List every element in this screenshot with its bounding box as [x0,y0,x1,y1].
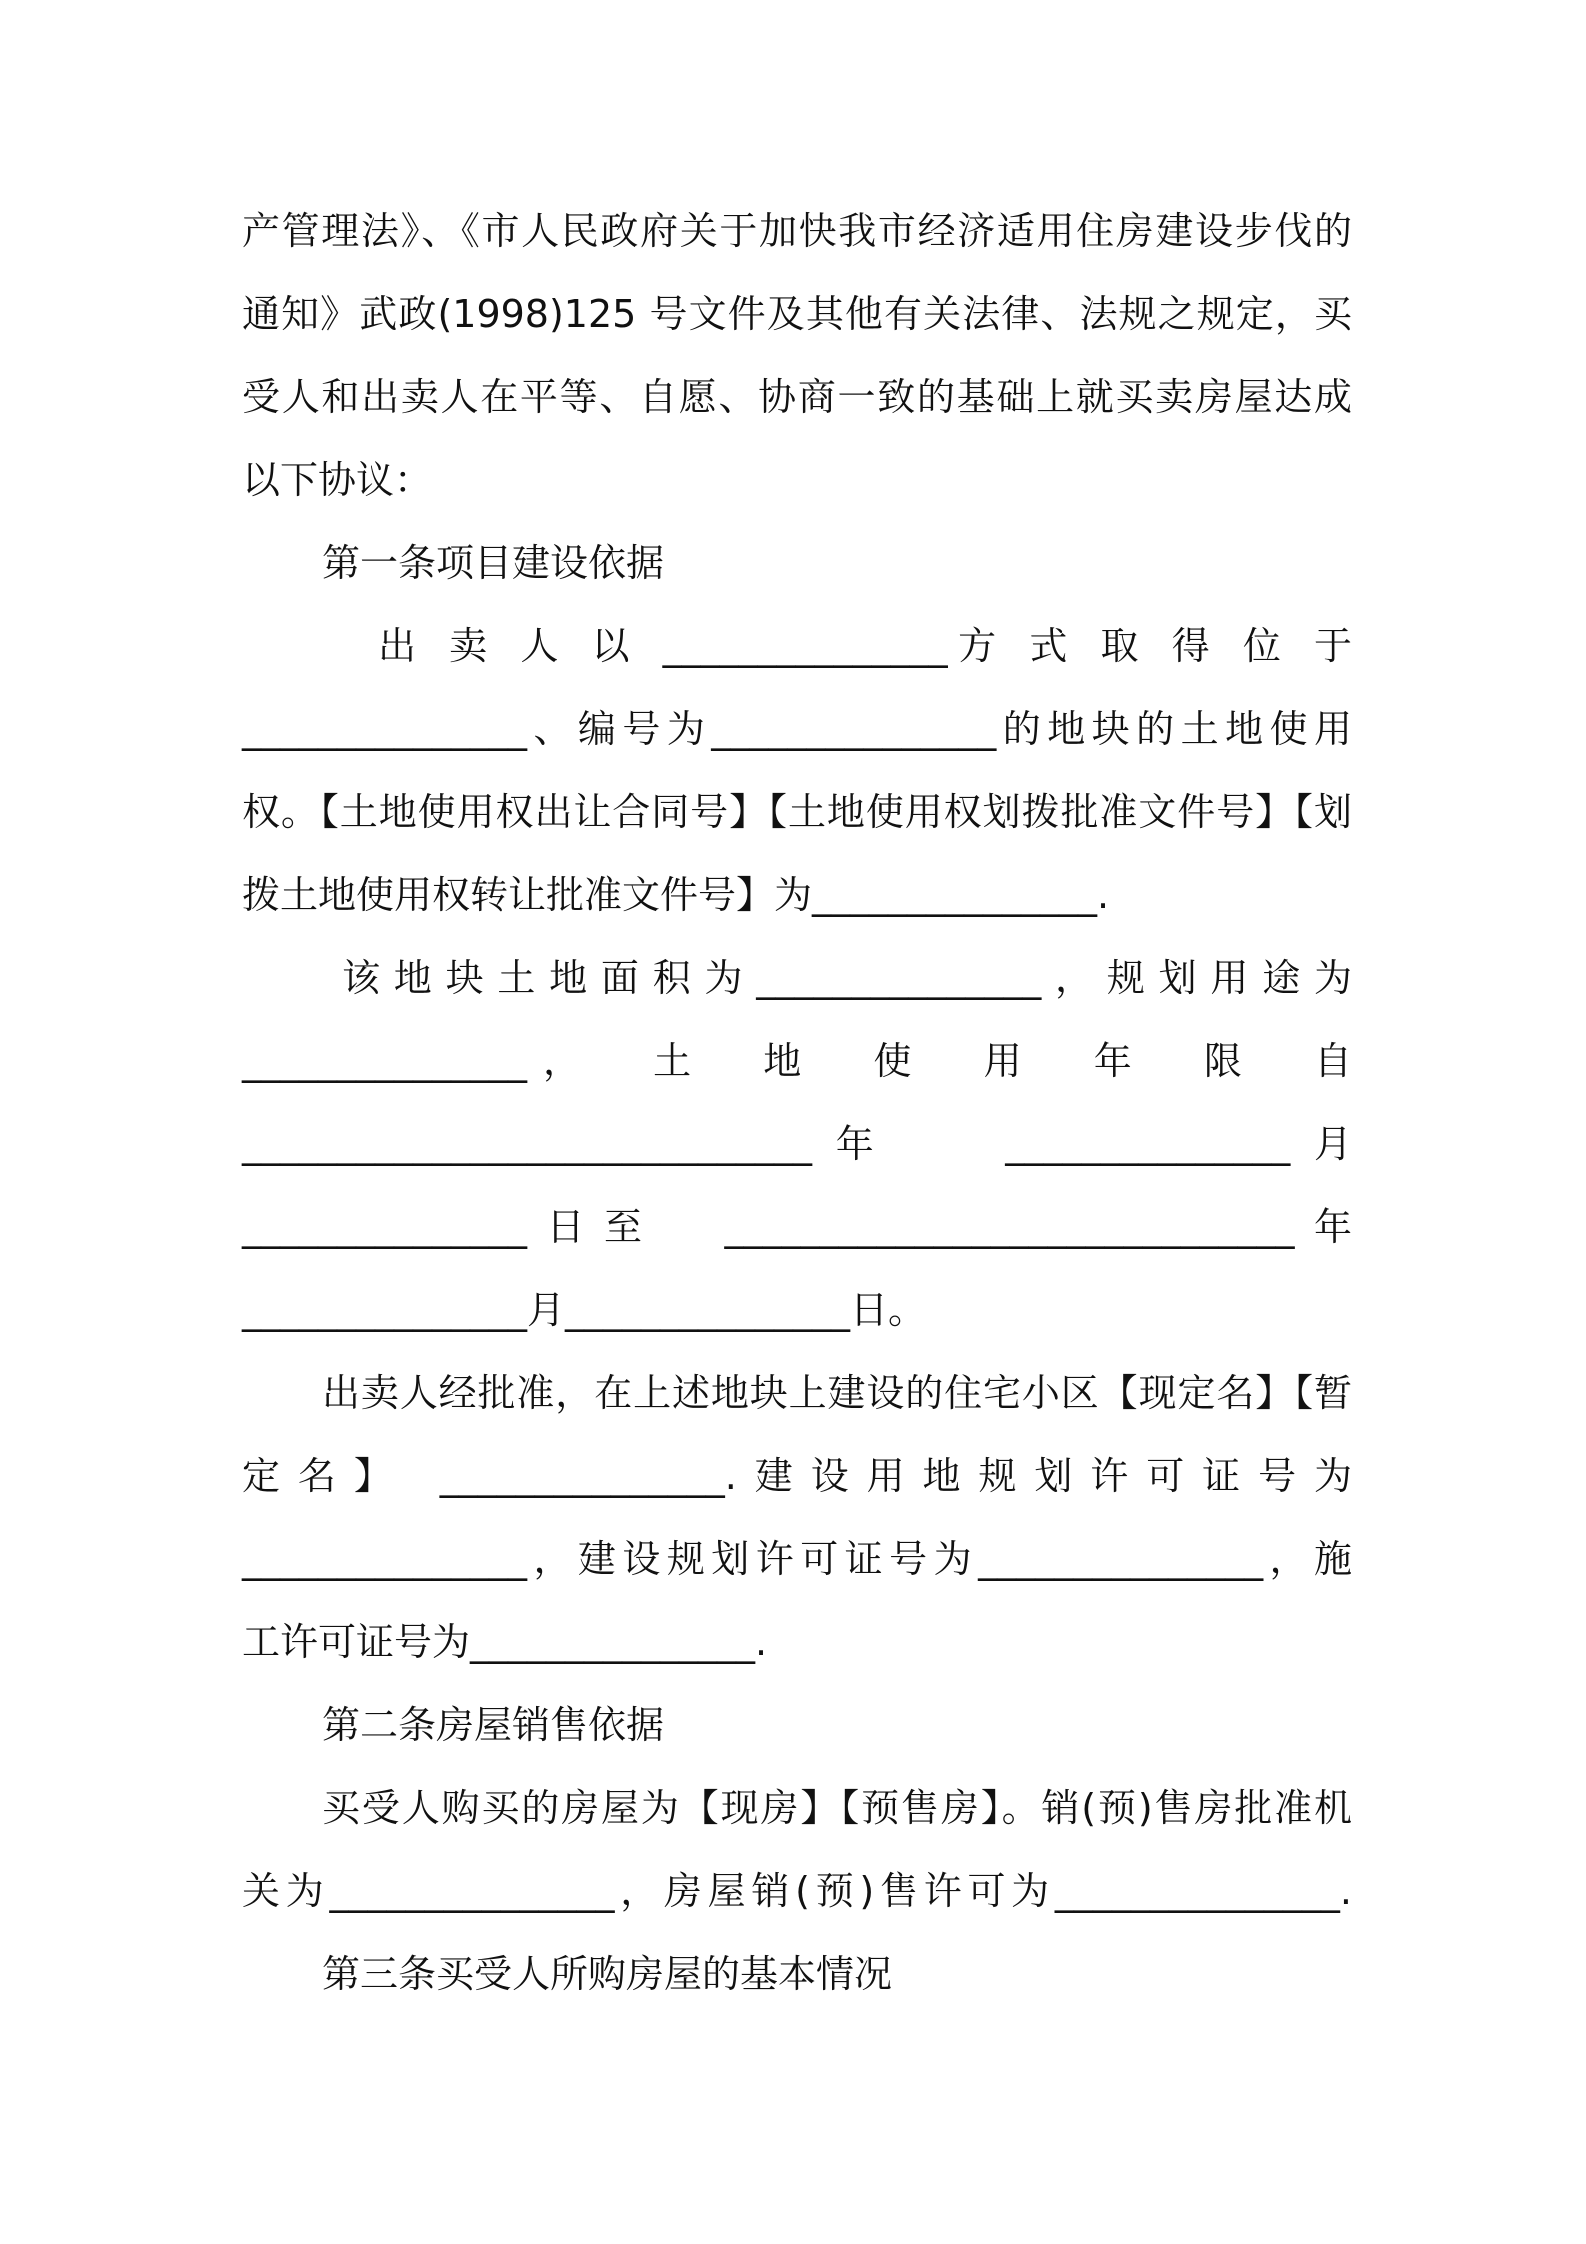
text-line-18: 工许可证号为_______________. [242,1620,768,1664]
text-line-1: 产管理法》、《市人民政府关于加快我市经济适用住房建设步伐的 [242,209,1352,253]
text-line-20: 买受人购买的房屋为【现房】【预售房】。销(预)售房批准机 [322,1786,1352,1830]
text-line-15: 出卖人经批准，在上述地块上建设的住宅小区【现定名】【暂 [322,1371,1352,1415]
text-line-7: _______________、编号为_______________的地块的土地使用 [242,707,1352,751]
section-heading-3: 第三条买受人所购房屋的基本情况 [322,1952,893,1996]
text-line-12: ______________________________年 _______________月 [242,1122,1352,1166]
text-line-9: 拨土地使用权转让批准文件号】为_______________. [242,873,1110,917]
text-line-21: 关为_______________，房屋销(预)售许可为_______________. [242,1869,1352,1913]
text-line-3: 受人和出卖人在平等、自愿、协商一致的基础上就买卖房屋达成 [242,375,1352,419]
text-line-16: 定名】 _______________.建设用地规划许可证号为 [242,1454,1352,1498]
section-heading-1: 第一条项目建设依据 [322,541,665,585]
text-line-13: _______________日至 ______________________________年 [242,1205,1352,1249]
text-line-10: 该地块土地面积为_______________，规划用途为 [342,956,1352,1000]
section-heading-2: 第二条房屋销售依据 [322,1703,665,1747]
text-line-11: _______________， 土 地 使 用 年 限 自 [242,1039,1352,1083]
text-line-17: _______________，建设规划许可证号为_______________，施 [242,1537,1352,1581]
text-line-4: 以下协议： [242,458,433,502]
text-line-14: _______________月_______________日。 [242,1288,927,1332]
text-line-8: 权。【土地使用权出让合同号】【土地使用权划拨批准文件号】【划 [242,790,1352,834]
text-line-6: 出 卖 人 以 _______________方 式 取 得 位 于 [378,624,1352,668]
text-line-2: 通知》武政(1998)125 号文件及其他有关法律、法规之规定，买 [242,292,1352,336]
